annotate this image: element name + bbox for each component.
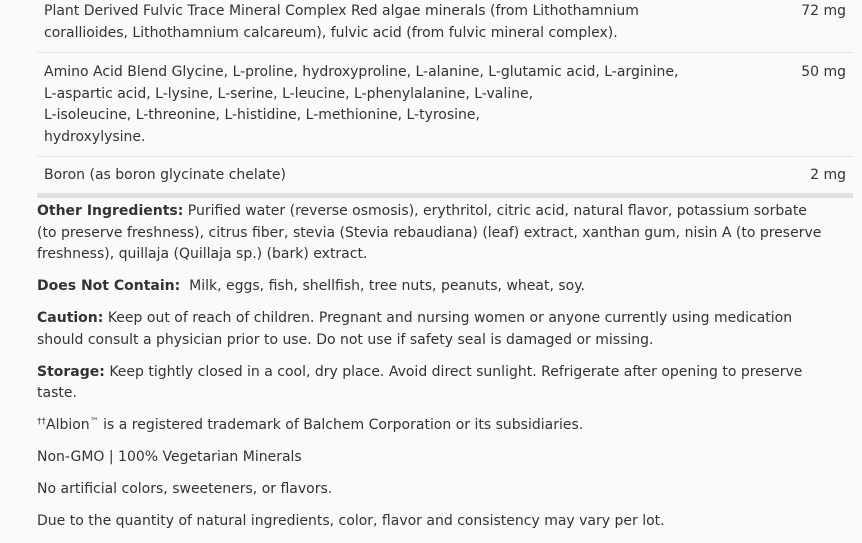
other-ingredients-text: Purified water (reverse osmosis), erythritol, citric acid, natural flavor, potassium sorbate (to preserve freshness), citrus fiber, stevia (Stevia rebaudiana) (leaf) extract, xanthan gum, nisin A (to preserve freshness), quillaja (Quillaja sp.) (bark) extract. [37, 203, 822, 262]
brand-name: Albion [46, 417, 90, 433]
table-bottom-rule [37, 193, 853, 198]
ingredient-amount: 72 mg [801, 3, 846, 19]
storage-label: Storage: [37, 363, 105, 380]
trademark-notice [37, 415, 827, 437]
table-row [37, 0, 853, 53]
storage-text: Keep tightly closed in a cool, dry place. Avoid direct sunlight. Refrigerate after opening to preserve taste. [37, 363, 803, 401]
ingredient-amount: 2 mg [810, 167, 846, 183]
supplement-facts-table [37, 0, 853, 198]
ingredient-name [44, 62, 694, 148]
caution [37, 308, 827, 351]
ingredient-name: Boron (as boron glycinate chelate) [44, 167, 286, 183]
product-notes [37, 201, 827, 543]
ingredient-name-line: Amino Acid Blend Glycine, L-proline, hydroxyproline, L-alanine, L-glutamic acid, L-arginine, [44, 64, 679, 80]
variation-statement: Due to the quantity of natural ingredients, color, flavor and consistency may vary per lot. [37, 513, 665, 529]
ingredient-name: Plant Derived Fulvic Trace Mineral Complex Red algae minerals (from Lithothamnium corallioides, Lithothamnium calcareum), fulvic acid (from fulvic mineral complex). [44, 3, 639, 41]
trademark-text: is a registered trademark of Balchem Corporation or its subsidiaries. [98, 417, 584, 433]
caution-label: Caution: [37, 310, 104, 326]
other-ingredients-label: Other Ingredients: [37, 203, 184, 219]
table-row [37, 157, 853, 193]
non-gmo-statement: Non-GMO | 100% Vegetarian Minerals [37, 449, 302, 465]
ingredient-name-line: L-aspartic acid, L-lysine, L-serine, L-leucine, L-phenylalanine, L-valine, [44, 85, 534, 102]
does-not-contain-text: Milk, eggs, fish, shellfish, tree nuts, peanuts, wheat, soy. [189, 278, 585, 294]
no-artificial-statement: No artificial colors, sweeteners, or flavors. [37, 481, 333, 497]
does-not-contain [37, 276, 827, 298]
ingredient-name-line: L-isoleucine, L-threonine, L-histidine, L-methionine, L-tyrosine, [44, 107, 480, 123]
does-not-contain-label: Does Not Contain: [37, 278, 181, 294]
dagger-mark: †† [37, 417, 46, 427]
caution-text: Keep out of reach of children. Pregnant and nursing women or anyone currently using medication should consult a physician prior to use. Do not use if safety seal is damaged or missing. [37, 310, 793, 348]
ingredient-amount: 50 mg [801, 64, 846, 80]
other-ingredients [37, 201, 827, 266]
table-row [37, 53, 853, 157]
trademark-mark: ™ [89, 417, 99, 427]
storage [37, 362, 827, 405]
ingredient-name-line: hydroxylysine. [44, 128, 146, 145]
